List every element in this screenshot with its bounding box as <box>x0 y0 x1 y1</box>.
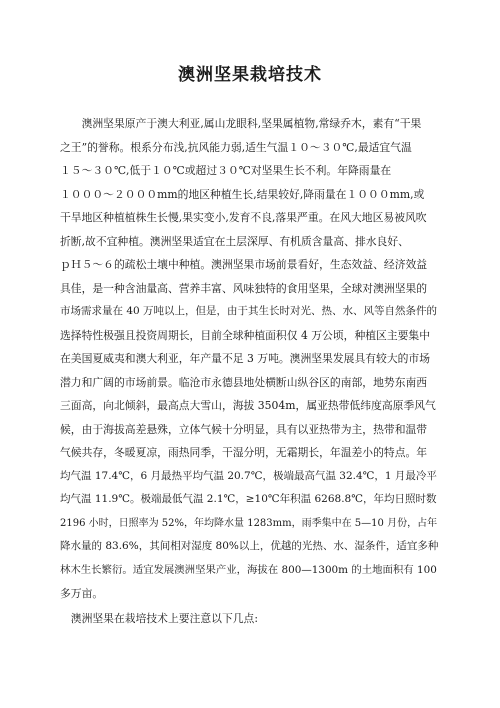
body-line: 降水量的 83.6%，其间相对湿度 80%以上，优越的光热、水、湿条件，适宜多种 <box>60 540 438 552</box>
closing-line: 澳洲坚果在栽培技术上要注意以下几点: <box>60 612 258 625</box>
body-line: 在美国夏威夷和澳大利亚，年产量不足 3 万吨。澳洲坚果发展具有较大的市场 <box>60 352 431 365</box>
document-title: 澳洲坚果栽培技术 <box>178 65 322 85</box>
body-line: 候，由于海拔高差悬殊，立体气候十分明显，具有以亚热带为主，热带和温带 <box>60 422 428 436</box>
body-line: 2196 小时，日照率为 52%，年均降水量 1283mm，雨季集中在 5—10 月份，占年 <box>60 517 438 529</box>
body-line: 气候共存，冬暖夏凉，雨热同季，干湿分明，无霜期长，年温差小的特点。年 <box>60 446 428 459</box>
body-line: 林木生长繁衍。适宜发展澳洲坚果产业，海拔在 800—1300m 的土地面积有 100 <box>60 563 437 576</box>
body-line: １０００～２０００mm的地区种植生长,结果较好,降雨量在１０００mm,或 <box>60 187 425 201</box>
body-line: 折断,故不宜种植。澳洲坚果适宜在土层深厚、有机质含量高、排水良好、 <box>60 234 409 248</box>
body-line: ｐＨ５～６的疏松土壤中种植。澳洲坚果市场前景看好，生态效益、经济效益 <box>60 258 428 271</box>
body-line: 潜力和广阔的市场前景。临沧市永德县地处横断山纵谷区的南部，地势东南西 <box>60 375 428 389</box>
body-line: 干旱地区种植植株生长慢,果实变小,发育不良,落果严重。在风大地区易被风吹 <box>60 211 427 224</box>
body-line: 均气温 11.9℃。极端最低气温 2.1℃，≥10℃年积温 6268.8℃，年均日照时数 <box>60 493 437 505</box>
body-line: 选择特性极强且投资周期长，目前全球种植面积仅 4 万公顷，种植区主要集中 <box>60 328 431 342</box>
body-line: 三面高，向北倾斜，最高点大雪山，海拔 3504m，属亚热带低纬度高原季风气 <box>60 399 436 412</box>
body-line: 之王”的誉称。根系分布浅,抗风能力弱,适生气温１０～３０℃,最适宜气温 <box>60 140 412 154</box>
body-line: 市场需求量在 40 万吨以上，但是，由于其生长时对光、热、水、风等自然条件的 <box>60 305 438 317</box>
body-line: 具佳，是一种含油量高、营养丰富、风味独特的食用坚果，全球对澳洲坚果的 <box>60 281 428 295</box>
body-line: 均气温 17.4℃，6 月最热平均气温 20.7℃，极端最高气温 32.4℃，1 月最冷平 <box>60 469 437 482</box>
body-line: １５～３０℃,低于１０℃或超过３０℃对坚果生长不利。年降雨量在 <box>60 164 392 177</box>
document-body <box>60 112 438 606</box>
body-line: 多万亩。 <box>60 587 104 600</box>
body-line: 澳洲坚果原产于澳大利亚,属山龙眼科,坚果属植物,常绿乔木，素有“干果 <box>60 117 422 130</box>
